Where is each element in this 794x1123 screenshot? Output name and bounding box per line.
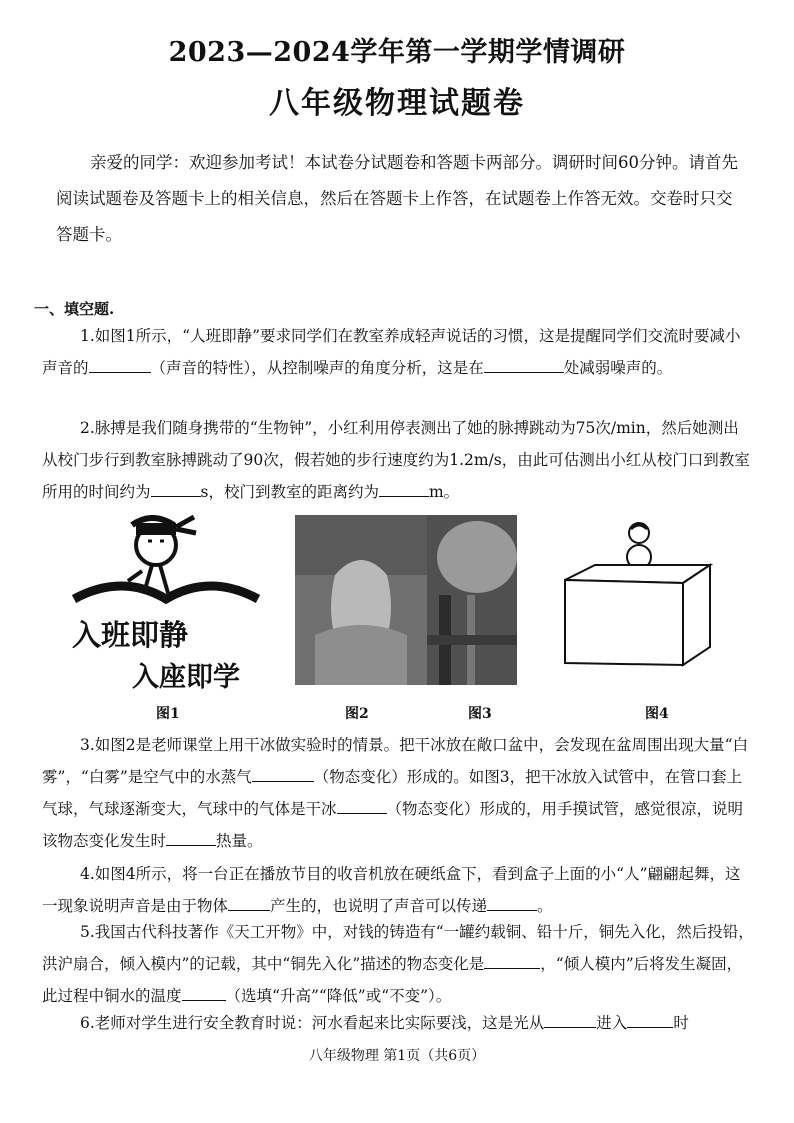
q4-text-a: 4.如图4所示，将一台正在播放节目的收音机放在硬纸盒下，看到盒子上面的小“人”翩翩起舞，这一现象说明声音是由于物体 xyxy=(42,865,741,915)
q4-text-b: 产生的，也说明了声音可以传递 xyxy=(270,897,488,915)
figure-2-photo xyxy=(295,515,427,685)
q5-blank-1 xyxy=(484,948,540,969)
exam-title: 2023—2024学年第一学期学情调研 xyxy=(168,37,626,68)
q2-blank-2 xyxy=(379,476,429,497)
exam-subtitle: 八年级物理试题卷 xyxy=(269,86,525,121)
q5-text-a: 5.我国古代科技著作《天工开物》中，对钱的铸造有“一罐约载铜、铅十斤，铜先入化，然后投铅，洪沪扇合，倾入模内”的记载，其中“铜先入化”描述的物态变化是 xyxy=(42,923,754,973)
question-6 xyxy=(42,1007,754,1039)
figure-1 xyxy=(72,515,262,695)
figure-2-image xyxy=(295,515,427,685)
q6-blank-2 xyxy=(627,1007,673,1028)
figure-4-image xyxy=(555,515,740,675)
figure-1-illustration xyxy=(72,515,262,615)
page-footer: 八年级物理 第1页（共6页） xyxy=(308,1048,486,1064)
q5-text-c: （选填“升高”“降低”或“不变”）。 xyxy=(225,987,452,1005)
question-3 xyxy=(42,729,754,857)
q4-text-c: 。 xyxy=(537,897,553,915)
caption-figure-3: 图3 xyxy=(468,706,492,722)
q3-blank-3 xyxy=(166,825,216,846)
q1-text-c: 处减弱噪声的。 xyxy=(563,359,673,377)
caption-figure-4: 图4 xyxy=(645,706,669,722)
q3-text-d: 热量。 xyxy=(216,832,263,850)
section-heading: 一、填空题. xyxy=(34,300,115,318)
q4-blank-1 xyxy=(228,890,270,911)
q6-blank-1 xyxy=(544,1007,596,1028)
q1-blank-2 xyxy=(484,352,564,373)
q3-text-a: 3.如图2是老师课堂上用干冰做实验时的情景。把干冰放在敞口盆中，会发现在盆周围出现大量“白雾”，“白雾”是空气中的水蒸气 xyxy=(42,736,749,786)
figure-3-photo xyxy=(427,515,517,685)
figure-1-slogan-2: 入座即学 xyxy=(132,662,240,693)
q2-text-c: m。 xyxy=(428,483,460,501)
figure-4 xyxy=(555,515,740,675)
intro-paragraph: 亲爱的同学：欢迎参加考试！本试卷分试题卷和答题卡两部分。调研时间60分钟。请首先阅读试题卷及答题卡上的相关信息，然后在答题卡上作答，在试题卷上作答无效。交卷时只交答题卡。 xyxy=(56,153,738,244)
question-4 xyxy=(42,858,754,922)
q4-blank-2 xyxy=(487,890,537,911)
caption-figure-1: 图1 xyxy=(156,706,180,722)
q3-blank-2 xyxy=(337,793,387,814)
q1-text-a: 1.如图1所示，“人班即静”要求同学们在教室养成轻声说话的习惯，这是提醒同学们交流时要减小声音的 xyxy=(42,327,741,377)
q3-blank-1 xyxy=(252,761,314,782)
q2-text-b: s，校门到教室的距离约为 xyxy=(200,483,379,501)
q6-text-b: 进入 xyxy=(596,1014,628,1032)
q6-text-c: 时 xyxy=(673,1014,689,1032)
q5-text-b: ，“倾人模内”后将发生凝固，此过程中铜水的温度 xyxy=(42,955,743,1005)
q3-text-b: （物态变化）形成的。如图3，把干冰放入试管中，在管口套上气球，气球逐渐变大，气球中的气体是干冰 xyxy=(42,768,743,818)
q6-text-a: 6.老师对学生进行安全教育时说：河水看起来比实际要浅，这是光从 xyxy=(80,1014,545,1032)
question-1 xyxy=(42,320,754,384)
q2-text-a: 2.脉搏是我们随身携带的“生物钟”，小红利用停表测出了她的脉搏跳动为75次/min，然后她测出从校门步行到教室脉搏跳动了90次，假若她的步行速度约为1.2m/s，由此可估测出小红从校门口到教室所用的时间约为 xyxy=(42,419,750,501)
q5-blank-2 xyxy=(182,980,226,1001)
caption-figure-2: 图2 xyxy=(345,706,369,722)
q1-text-b: （声音的特性），从控制噪声的角度分析，这是在 xyxy=(150,359,484,377)
question-5 xyxy=(42,916,754,1012)
q2-blank-1 xyxy=(151,476,201,497)
q1-blank-1 xyxy=(89,352,151,373)
figure-1-slogan-1: 入班即静 xyxy=(72,618,189,652)
q3-text-c: （物态变化）形成的，用手摸试管，感觉很凉，说明该物态变化发生时 xyxy=(42,800,744,850)
figure-3-image xyxy=(427,515,517,685)
question-2 xyxy=(42,412,754,508)
